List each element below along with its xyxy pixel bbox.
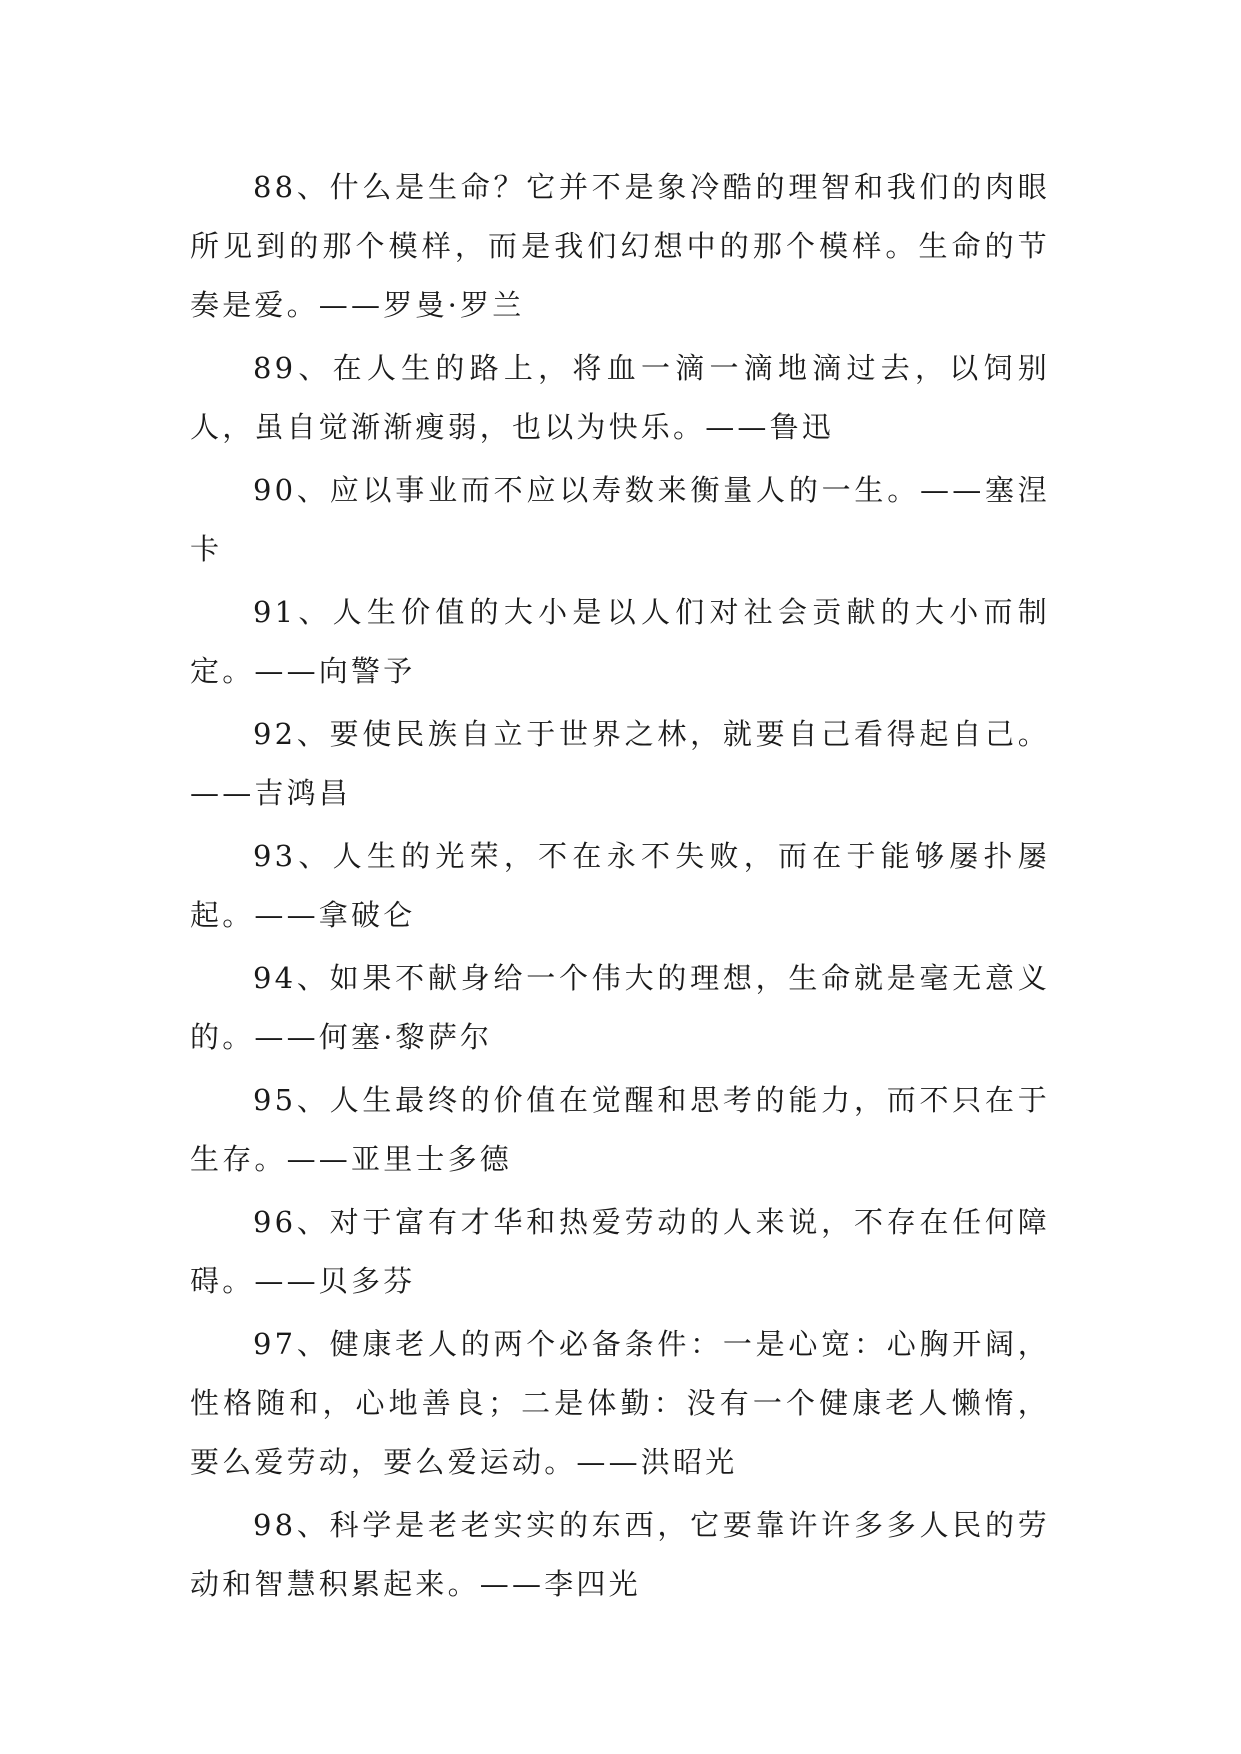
quote-paragraph-95: 95、人生最终的价值在觉醒和思考的能力，而不只在于生存。——亚里士多德 [190, 1083, 1050, 1176]
document-body [190, 158, 1050, 1618]
quote-paragraph-96: 96、对于富有才华和热爱劳动的人来说，不存在任何障碍。——贝多芬 [190, 1205, 1050, 1298]
quote-paragraph-89: 89、在人生的路上，将血一滴一滴地滴过去，以饲别人，虽自觉渐渐瘦弱，也以为快乐。——鲁迅 [190, 351, 1050, 444]
quote-paragraph-91: 91、人生价值的大小是以人们对社会贡献的大小而制定。——向警予 [190, 595, 1050, 688]
quote-paragraph-88: 88、什么是生命？它并不是象冷酷的理智和我们的肉眼所见到的那个模样，而是我们幻想中的那个模样。生命的节奏是爱。——罗曼·罗兰 [190, 170, 1050, 322]
quote-paragraph-90: 90、应以事业而不应以寿数来衡量人的一生。——塞涅卡 [190, 473, 1050, 566]
quote-paragraph-94: 94、如果不献身给一个伟大的理想，生命就是毫无意义的。——何塞·黎萨尔 [190, 961, 1050, 1054]
quote-paragraph-98: 98、科学是老老实实的东西，它要靠许许多多人民的劳动和智慧积累起来。——李四光 [190, 1508, 1050, 1601]
quote-paragraph-93: 93、人生的光荣，不在永不失败，而在于能够屡扑屡起。——拿破仑 [190, 839, 1050, 932]
quote-paragraph-92: 92、要使民族自立于世界之林，就要自己看得起自己。——吉鸿昌 [190, 717, 1050, 810]
quote-paragraph-97: 97、健康老人的两个必备条件：一是心宽：心胸开阔，性格随和，心地善良；二是体勤：没有一个健康老人懒惰，要么爱劳动，要么爱运动。——洪昭光 [190, 1327, 1050, 1479]
